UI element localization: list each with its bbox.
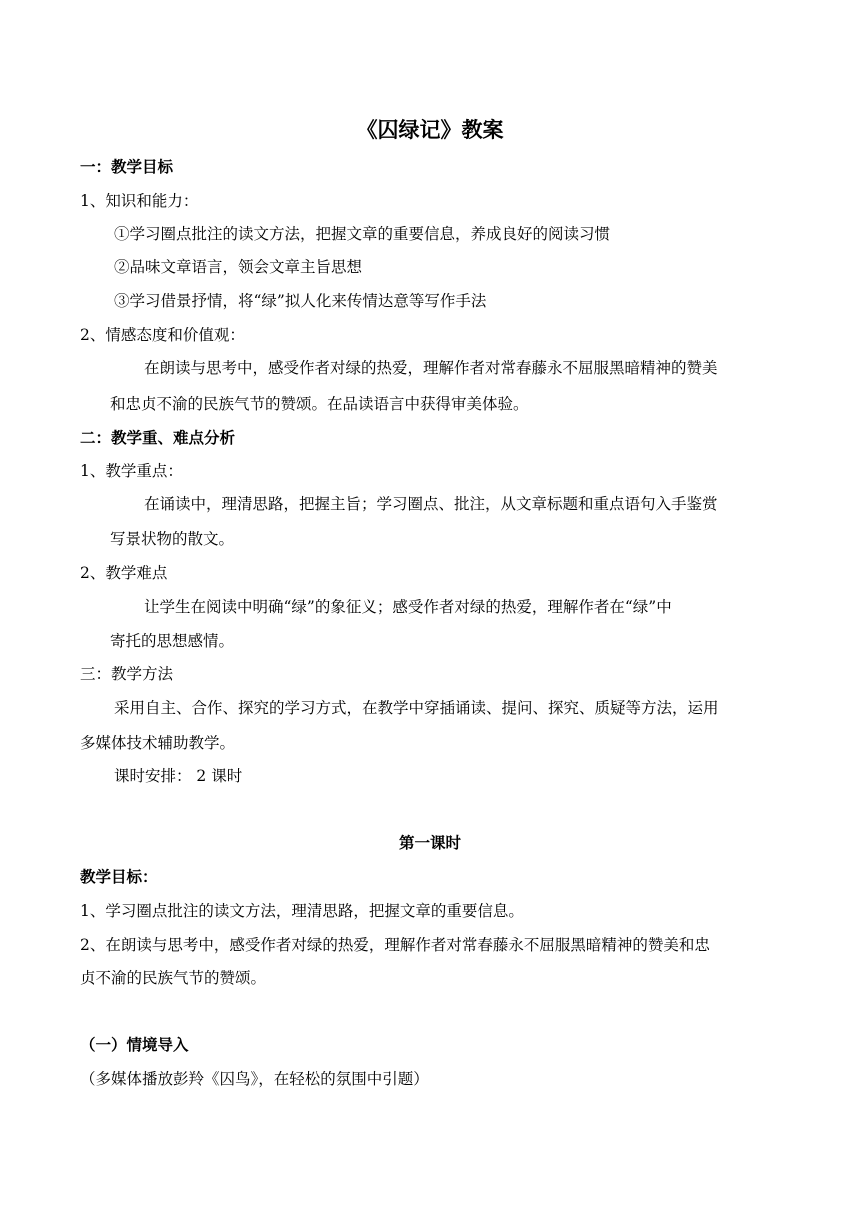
lesson-one-goal-2-line-1: 2、在朗读与思考中，感受作者对绿的热爱，理解作者对常春藤永不屈服黑暗精神的赞美和忠 <box>80 936 710 954</box>
lesson-one-goal-1: 1、学习圈点批注的读文方法，理清思路，把握文章的重要信息。 <box>80 902 524 920</box>
difficulty-heading: 2、教学难点 <box>80 564 168 582</box>
intro-heading: （一）情境导入 <box>80 1035 189 1054</box>
document-title: 《囚绿记》教案 <box>356 117 504 142</box>
schedule-text: 课时安排： 2 课时 <box>114 767 243 785</box>
key-point-line-1: 在诵读中，理清思路，把握主旨；学习圈点、批注，从文章标题和重点语句入手鉴赏 <box>144 495 718 513</box>
lesson-one-heading: 第一课时 <box>398 833 461 852</box>
lesson-one-goals-heading: 教学目标： <box>80 867 158 886</box>
item-heading-attitude: 2、情感态度和价值观： <box>80 326 245 344</box>
key-point-line-2: 写景状物的散文。 <box>110 530 235 548</box>
difficulty-line-1: 让学生在阅读中明确“绿”的象征义；感受作者对绿的热爱，理解作者在“绿”中 <box>144 598 672 616</box>
knowledge-point-1: ①学习圈点批注的读文方法，把握文章的重要信息，养成良好的阅读习惯 <box>114 225 611 243</box>
knowledge-point-3: ③学习借景抒情，将“绿”拟人化来传情达意等写作手法 <box>114 292 487 310</box>
attitude-line-1: 在朗读与思考中，感受作者对绿的热爱，理解作者对常春藤永不屈服黑暗精神的赞美 <box>144 359 718 377</box>
difficulty-line-2: 寄托的思想感情。 <box>110 632 235 650</box>
attitude-line-2: 和忠贞不渝的民族气节的赞颂。在品读语言中获得审美体验。 <box>110 395 529 413</box>
key-point-heading: 1、教学重点： <box>80 462 183 480</box>
section-heading-key-points: 二：教学重、难点分析 <box>80 428 236 447</box>
method-line-2: 多媒体技术辅助教学。 <box>80 734 236 752</box>
section-heading-methods: 三：教学方法 <box>80 665 174 683</box>
section-heading-objectives: 一：教学目标 <box>80 157 174 176</box>
intro-note: （多媒体播放彭羚《囚鸟》，在轻松的氛围中引题） <box>80 1070 429 1088</box>
knowledge-point-2: ②品味文章语言，领会文章主旨思想 <box>114 258 363 276</box>
method-line-1: 采用自主、合作、探究的学习方式，在教学中穿插诵读、提问、探究、质疑等方法，运用 <box>114 699 719 717</box>
lesson-one-goal-2-line-2: 贞不渝的民族气节的赞颂。 <box>80 969 267 987</box>
item-heading-knowledge: 1、知识和能力： <box>80 192 199 210</box>
